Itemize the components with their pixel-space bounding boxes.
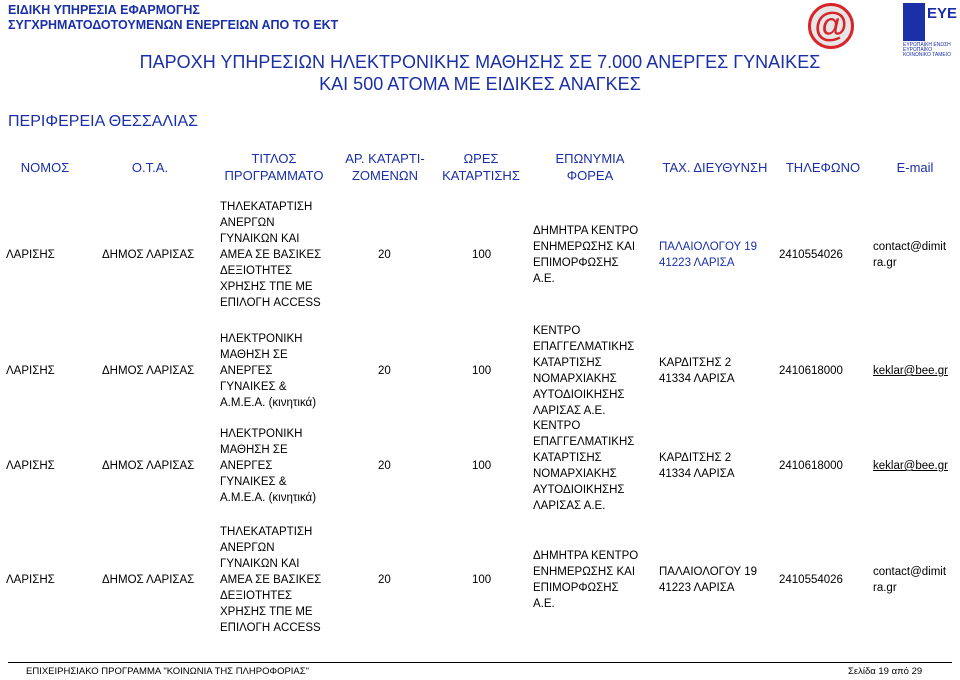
cell-address: ΚΑΡΔΙΤΣΗΣ 2 41334 ΛΑΡΙΣΑ bbox=[659, 357, 735, 385]
cell-foreas: ΚΕΝΤΡΟ ΕΠΑΓΓΕΛΜΑΤΙΚΗΣ ΚΑΤΑΡΤΙΣΗΣ ΝΟΜΑΡΧΙΑΚΗΣ ΑΥΤΟΔΙΟΙΚΗΣΗΣ ΛΑΡΙΣΑΣ Α.Ε. bbox=[533, 420, 635, 512]
cell-nomos: ΛΑΡΙΣΗΣ bbox=[6, 249, 55, 261]
header-titlos: ΤΙΤΛΟΣ ΠΡΟΓΡΑΜΜΑΤΟ bbox=[224, 151, 324, 183]
cell-ota: ΔΗΜΟΣ ΛΑΡΙΣΑΣ bbox=[102, 460, 195, 472]
cell-foreas: ΚΕΝΤΡΟ ΕΠΑΓΓΕΛΜΑΤΙΚΗΣ ΚΑΤΑΡΤΙΣΗΣ ΝΟΜΑΡΧΙΑΚΗΣ ΑΥΤΟΔΙΟΙΚΗΣΗΣ ΛΑΡΙΣΑΣ Α.Ε. bbox=[533, 325, 635, 417]
cell-titlos: ΗΛΕΚΤΡΟΝΙΚΗ ΜΑΘΗΣΗ ΣΕ ΑΝΕΡΓΕΣ ΓΥΝΑΙΚΕΣ & Α.Μ.Ε.Α. (κινητικά) bbox=[220, 333, 317, 409]
header-ores: ΩΡΕΣ ΚΑΤΑΡΤΙΣΗΣ bbox=[442, 151, 520, 183]
cell-nomos: ΛΑΡΙΣΗΣ bbox=[6, 460, 55, 472]
page-title-line1: ΠΑΡΟΧΗ ΥΠΗΡΕΣΙΩΝ ΗΛΕΚΤΡΟΝΙΚΗΣ ΜΑΘΗΣΗΣ ΣΕ 7.000 ΑΝΕΡΓΕΣ ΓΥΝΑΙΚΕΣ bbox=[139, 52, 821, 72]
cell-ota: ΔΗΜΟΣ ΛΑΡΙΣΑΣ bbox=[102, 574, 195, 586]
footer-program: ΕΠΙΧΕΙΡΗΣΙΑΚΟ ΠΡΟΓΡΑΜΜΑ "ΚΟΙΝΩΝΙΑ ΤΗΣ ΠΛΗΡΟΦΟΡΙΑΣ" bbox=[26, 666, 310, 677]
cell-ar: 20 bbox=[378, 460, 391, 472]
cell-phone: 2410618000 bbox=[779, 460, 843, 472]
eye-logo bbox=[903, 3, 958, 58]
org-name-line2: ΣΥΓΧΡΗΜΑΤΟΔΟΤΟΥΜΕΝΩΝ ΕΝΕΡΓΕΙΩΝ ΑΠΟ ΤΟ ΕΚΤ bbox=[8, 18, 339, 32]
header-email: E-mail bbox=[896, 160, 934, 175]
cell-ar: 20 bbox=[378, 365, 391, 377]
cell-ar: 20 bbox=[378, 249, 391, 261]
cell-ores: 100 bbox=[472, 365, 492, 377]
org-name-line1: ΕΙΔΙΚΗ ΥΠΗΡΕΣΙΑ ΕΦΑΡΜΟΓΗΣ bbox=[8, 3, 200, 17]
header-ota: Ο.Τ.Α. bbox=[131, 160, 169, 175]
cell-nomos: ΛΑΡΙΣΗΣ bbox=[6, 574, 55, 586]
cell-address: ΠΑΛΑΙΟΛΟΓΟΥ 19 41223 ΛΑΡΙΣΑ bbox=[659, 566, 758, 594]
cell-titlos: ΤΗΛΕΚΑΤΑΡΤΙΣΗ ΑΝΕΡΓΩΝ ΓΥΝΑΙΚΩΝ ΚΑΙ ΑΜΕΑ ΣΕ ΒΑΣΙΚΕΣ ΔΕΞΙΟΤΗΤΕΣ ΧΡΗΣΗΣ ΤΠΕ ΜΕ ΕΠΙΛΟΓΗ ACCESS bbox=[220, 201, 322, 309]
cell-ota: ΔΗΜΟΣ ΛΑΡΙΣΑΣ bbox=[102, 249, 195, 261]
cell-ores: 100 bbox=[472, 574, 492, 586]
header-nomos: ΝΟΜΟΣ bbox=[20, 160, 70, 175]
cell-ores: 100 bbox=[472, 249, 492, 261]
eye-logo-mark bbox=[903, 3, 925, 41]
eye-logo-subtext: ΕΥΡΩΠΑΪΚΗ ΕΝΩΣΗ ΕΥΡΩΠΑΪΚΟ ΚΟΙΝΩΝΙΚΟ ΤΑΜΕΙΟ bbox=[903, 42, 951, 58]
cell-phone: 2410618000 bbox=[779, 365, 843, 377]
cell-address: ΚΑΡΔΙΤΣΗΣ 2 41334 ΛΑΡΙΣΑ bbox=[659, 452, 735, 480]
cell-foreas: ΔΗΜΗΤΡΑ ΚΕΝΤΡΟ ΕΝΗΜΕΡΩΣΗΣ ΚΑΙ ΕΠΙΜΟΡΦΩΣΗΣ Α.Ε. bbox=[533, 550, 639, 610]
header-tax: ΤΑΧ. ΔΙΕΥΘΥΝΣΗ bbox=[662, 160, 768, 175]
cell-nomos: ΛΑΡΙΣΗΣ bbox=[6, 365, 55, 377]
footer-page-number: Σελίδα 19 από 29 bbox=[848, 666, 923, 677]
header-eponymia: ΕΠΩΝΥΜΙΑ ΦΟΡΕΑ bbox=[555, 151, 625, 183]
cell-email[interactable]: keklar@bee.gr bbox=[873, 460, 948, 472]
cell-phone: 2410554026 bbox=[779, 249, 843, 261]
cell-titlos: ΗΛΕΚΤΡΟΝΙΚΗ ΜΑΘΗΣΗ ΣΕ ΑΝΕΡΓΕΣ ΓΥΝΑΙΚΕΣ & Α.Μ.Ε.Α. (κινητικά) bbox=[220, 428, 317, 504]
cell-phone: 2410554026 bbox=[779, 574, 843, 586]
page-title-line2: ΚΑΙ 500 ΑΤΟΜΑ ΜΕ ΕΙΔΙΚΕΣ ΑΝΑΓΚΕΣ bbox=[319, 74, 641, 94]
cell-ar: 20 bbox=[378, 574, 391, 586]
eye-logo-text: ΕΥΕ bbox=[927, 5, 958, 22]
cell-email[interactable]: keklar@bee.gr bbox=[873, 365, 948, 377]
cell-email[interactable]: contact@dimit ra.gr bbox=[873, 566, 947, 594]
header-tilefono: ΤΗΛΕΦΩΝΟ bbox=[785, 160, 861, 175]
footer-divider bbox=[8, 662, 952, 663]
region-heading: ΠΕΡΙΦΕΡΕΙΑ ΘΕΣΣΑΛΙΑΣ bbox=[8, 113, 199, 130]
cell-ores: 100 bbox=[472, 460, 492, 472]
header-ar: ΑΡ. ΚΑΤΑΡΤΙ- ΖΟΜΕΝΩΝ bbox=[345, 151, 425, 183]
cell-email[interactable]: contact@dimit ra.gr bbox=[873, 241, 947, 269]
cell-titlos: ΤΗΛΕΚΑΤΑΡΤΙΣΗ ΑΝΕΡΓΩΝ ΓΥΝΑΙΚΩΝ ΚΑΙ ΑΜΕΑ ΣΕ ΒΑΣΙΚΕΣ ΔΕΞΙΟΤΗΤΕΣ ΧΡΗΣΗΣ ΤΠΕ ΜΕ ΕΠΙΛΟΓΗ ACCESS bbox=[220, 526, 322, 634]
cell-ota: ΔΗΜΟΣ ΛΑΡΙΣΑΣ bbox=[102, 365, 195, 377]
cell-foreas: ΔΗΜΗΤΡΑ ΚΕΝΤΡΟ ΕΝΗΜΕΡΩΣΗΣ ΚΑΙ ΕΠΙΜΟΡΦΩΣΗΣ Α.Ε. bbox=[533, 225, 639, 285]
cell-address: ΠΑΛΑΙΟΛΟΓΟΥ 19 41223 ΛΑΡΙΣΑ bbox=[659, 241, 758, 269]
at-logo: @ bbox=[808, 3, 854, 49]
